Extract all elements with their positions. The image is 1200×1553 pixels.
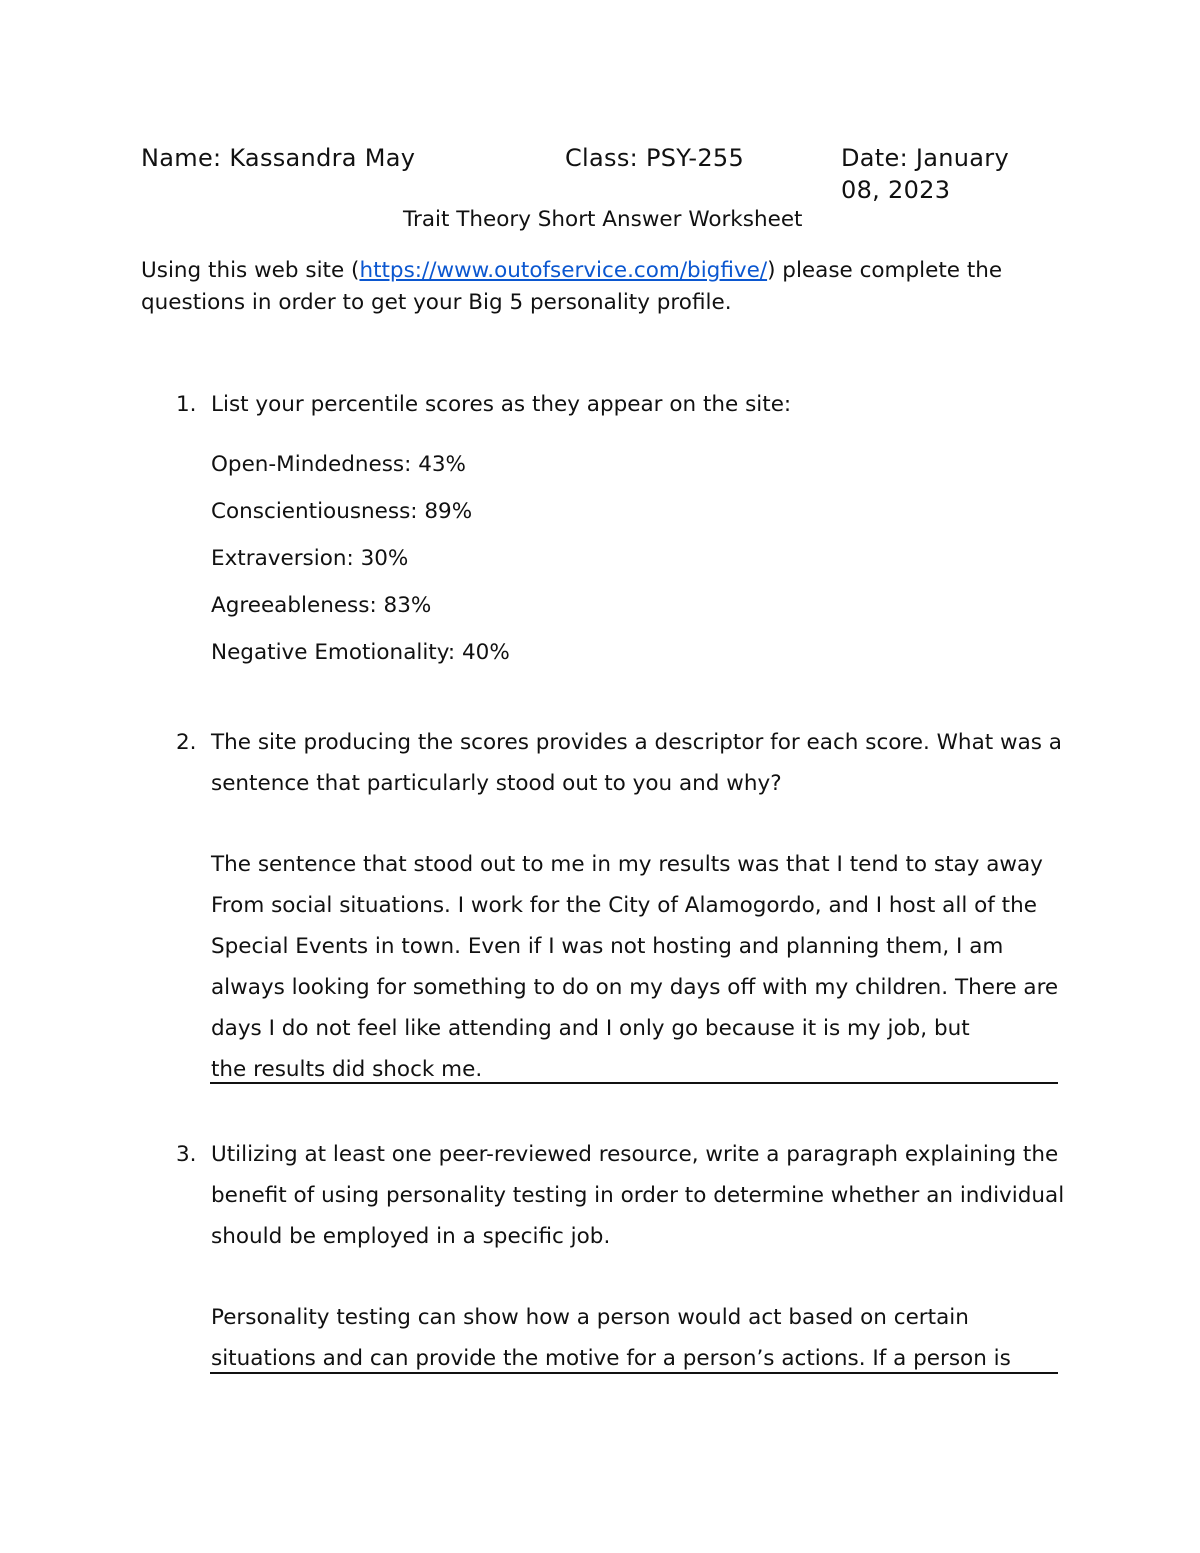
date-line-2: 08, 2023 bbox=[841, 176, 951, 204]
date-line-1: Date: January bbox=[841, 144, 1009, 172]
answer-2-line: the results did shock me. bbox=[211, 1057, 483, 1082]
question-number: 2. bbox=[176, 730, 197, 755]
question-2-text-line: sentence that particularly stood out to you and why? bbox=[211, 771, 782, 796]
question-3-text-line: should be employed in a specific job. bbox=[211, 1224, 611, 1249]
score-agreeableness: Agreeableness: 83% bbox=[211, 593, 432, 618]
student-name: Name: Kassandra May bbox=[141, 144, 416, 172]
intro-prefix: Using this web site ( bbox=[141, 258, 360, 283]
question-2-text-line: The site producing the scores provides a descriptor for each score. What was a bbox=[211, 730, 1062, 755]
question-3-text-line: Utilizing at least one peer-reviewed resource, write a paragraph explaining the bbox=[211, 1142, 1059, 1167]
intro-suffix: ) please complete the bbox=[767, 258, 1003, 283]
intro-line-2: questions in order to get your Big 5 personality profile. bbox=[141, 290, 732, 315]
intro-line-1 bbox=[141, 258, 1002, 283]
bigfive-link[interactable]: https://www.outofservice.com/bigfive/ bbox=[359, 258, 768, 283]
question-number: 1. bbox=[176, 392, 197, 417]
score-extraversion: Extraversion: 30% bbox=[211, 546, 409, 571]
answer-underline bbox=[210, 1372, 1058, 1374]
answer-2-line: days I do not feel like attending and I only go because it is my job, but bbox=[211, 1016, 970, 1041]
score-negative-emotionality: Negative Emotionality: 40% bbox=[211, 640, 510, 665]
question-1-text: List your percentile scores as they appear on the site: bbox=[211, 392, 792, 417]
answer-3-line: situations and can provide the motive for a person’s actions. If a person is bbox=[211, 1346, 1011, 1371]
answer-2-line: always looking for something to do on my days off with my children. There are bbox=[211, 975, 1059, 1000]
answer-2-line: Special Events in town. Even if I was not hosting and planning them, I am bbox=[211, 934, 1004, 959]
answer-2-line: From social situations. I work for the City of Alamogordo, and I host all of the bbox=[211, 893, 1037, 918]
answer-underline bbox=[210, 1082, 1058, 1084]
class-code: Class: PSY-255 bbox=[565, 144, 745, 172]
question-3-text-line: benefit of using personality testing in order to determine whether an individual bbox=[211, 1183, 1065, 1208]
answer-2-line: The sentence that stood out to me in my results was that I tend to stay away bbox=[211, 852, 1043, 877]
score-open-mindedness: Open-Mindedness: 43% bbox=[211, 452, 466, 477]
question-number: 3. bbox=[176, 1142, 197, 1167]
answer-3-line: Personality testing can show how a person would act based on certain bbox=[211, 1305, 969, 1330]
worksheet-title: Trait Theory Short Answer Worksheet bbox=[403, 207, 803, 232]
score-conscientiousness: Conscientiousness: 89% bbox=[211, 499, 473, 524]
